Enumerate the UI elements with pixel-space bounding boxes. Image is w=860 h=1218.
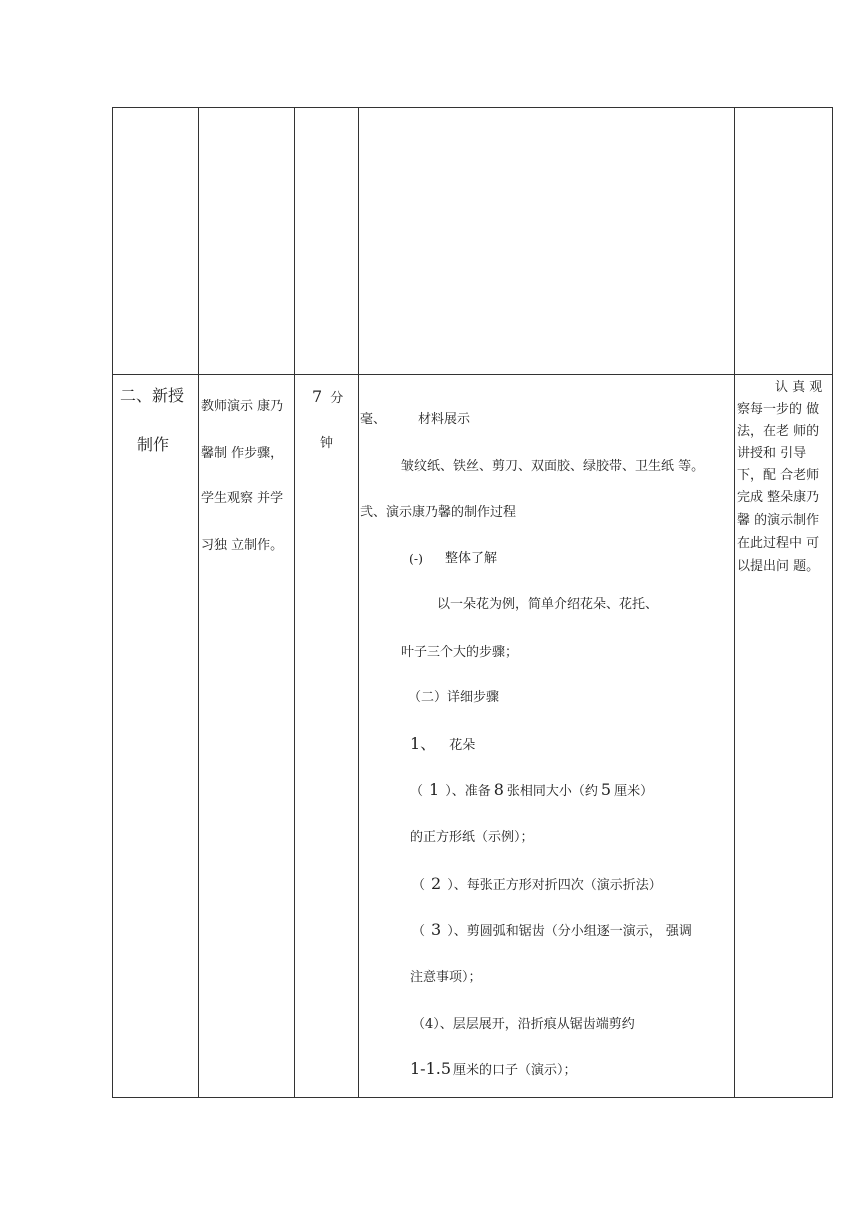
paren-open: （: [412, 924, 426, 939]
content-substep-1: [410, 782, 653, 798]
student-line-2: 察每一步的 做: [737, 402, 820, 417]
student-line-6: 完成 整朵康乃: [737, 490, 820, 505]
column-divider-3: [358, 107, 359, 1098]
table-left-border: [112, 107, 113, 1098]
content-substep-1-cont: 的正方形纸（示例）；: [410, 830, 534, 845]
student-line-8: 在此过程中 可: [737, 536, 820, 551]
row-divider: [112, 374, 833, 375]
measure-range: 1-1.5: [410, 1059, 452, 1078]
section-title-line2: 制作: [137, 435, 170, 454]
content-mark-1: 毫、: [360, 412, 387, 427]
content-overview-line1: 以一朵花为例，简单介绍花朵、花托、: [437, 597, 659, 612]
column-divider-4: [734, 107, 735, 1098]
student-line-7: 馨 的演示制作: [737, 513, 820, 528]
content-substep-3-cont: 注意事项）；: [410, 970, 482, 985]
content-substep-4: （4）、层层展开，沿折痕从锯齿端剪约: [412, 1017, 635, 1032]
substep-text-3: 厘米）: [614, 784, 654, 799]
student-line-3: 法，在老 师的: [737, 424, 820, 439]
activity-line-2: 馨制 作步骤，: [201, 446, 284, 461]
step-number: 1、: [410, 734, 437, 753]
activity-line-1: 教师演示 康乃: [201, 399, 284, 414]
table-right-border: [832, 107, 833, 1098]
activity-line-4: 习独 立制作。: [201, 538, 284, 553]
content-substep-4-cont: [410, 1061, 577, 1077]
paren-open: （: [410, 784, 424, 799]
student-line-1: 认 真 观: [775, 380, 823, 395]
content-substep-3: [412, 922, 692, 938]
content-overview-line2: 叶子三个大的步骤；: [401, 645, 519, 660]
content-step-flower: [410, 736, 475, 752]
table-top-border: [112, 107, 833, 108]
content-heading-materials: 材料展示: [418, 412, 471, 427]
table-bottom-border: [112, 1097, 833, 1098]
student-line-4: 讲授和 引导: [737, 446, 807, 461]
number-5: 5: [600, 780, 612, 799]
substep-number: 1: [429, 780, 440, 799]
substep-number: 3: [431, 920, 442, 939]
substep-text: ）、剪圆弧和锯齿（分小组逐一演示， 强调: [447, 924, 692, 939]
substep-number: 2: [431, 874, 442, 893]
content-mark-4: (-): [409, 551, 423, 566]
content-heading-process: 弐、演示康乃馨的制作过程: [360, 505, 517, 520]
content-subheading-steps: （二）详细步骤: [408, 690, 500, 705]
column-divider-2: [294, 107, 295, 1098]
number-8: 8: [493, 780, 504, 799]
activity-line-3: 学生观察 并学: [201, 491, 284, 506]
time-unit: 分: [330, 391, 344, 406]
time-value: [312, 389, 343, 405]
content-materials-list: 皱纹纸、铁丝、剪刀、双面胶、绿胶带、卫生纸 等。: [401, 459, 705, 474]
measure-text: 厘米的口子（演示）；: [453, 1063, 577, 1078]
substep-text: ）、每张正方形对折四次（演示折法）: [447, 878, 662, 893]
substep-text: ）、准备: [445, 784, 491, 799]
time-unit-line2: 钟: [320, 436, 334, 451]
student-line-5: 下，配 合老师: [737, 468, 820, 483]
column-divider-1: [198, 107, 199, 1098]
section-title-line1: 二、新授: [120, 386, 185, 405]
paren-open: （: [412, 878, 426, 893]
time-number: 7: [312, 387, 323, 406]
student-line-9: 以提出问 题。: [737, 559, 820, 574]
content-subheading-overview: 整体了解: [445, 551, 498, 566]
step-title: 花朵: [449, 738, 476, 753]
substep-text-2: 张相同大小（约: [506, 784, 598, 799]
content-substep-2: [412, 876, 662, 892]
